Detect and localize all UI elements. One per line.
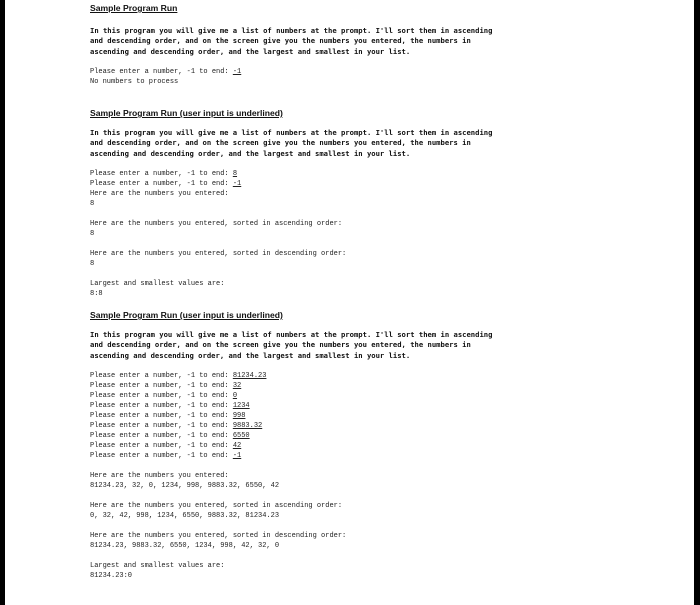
right-edge-bar bbox=[694, 0, 700, 605]
prompt-line bbox=[90, 431, 346, 441]
prompt-line bbox=[90, 179, 346, 189]
prompt-text: Please enter a number, -1 to end: bbox=[90, 392, 233, 400]
prompt-text: Please enter a number, -1 to end: bbox=[90, 452, 233, 460]
intro-line: In this program you will give me a list of numbers at the prompt. I'll sort them in ascending bbox=[90, 330, 493, 339]
intro-line: In this program you will give me a list of numbers at the prompt. I'll sort them in ascending bbox=[90, 128, 493, 137]
section3-intro bbox=[90, 330, 610, 361]
intro-line: ascending and descending order, and the largest and smallest in your list. bbox=[90, 148, 411, 158]
intro-line: and descending order, and on the screen give you the numbers you entered, the numbers in bbox=[90, 36, 471, 46]
section1-intro bbox=[90, 26, 610, 57]
prompt-line bbox=[90, 451, 346, 461]
prompt-line bbox=[90, 421, 346, 431]
no-numbers-text: No numbers to process bbox=[90, 78, 179, 86]
minmax-values: 81234.23:0 bbox=[90, 572, 133, 580]
intro-line: and descending order, and on the screen give you the numbers you entered, the numbers in bbox=[90, 138, 471, 148]
user-input: 42 bbox=[232, 442, 242, 450]
section3-io bbox=[90, 371, 346, 581]
user-input: -1 bbox=[232, 452, 242, 460]
user-input: 81234.23 bbox=[232, 372, 267, 380]
section1-heading: Sample Program Run bbox=[90, 3, 178, 13]
prompt-line bbox=[90, 401, 346, 411]
ascending-values: 0, 32, 42, 998, 1234, 6550, 9883.32, 81234.23 bbox=[90, 512, 280, 520]
prompt-text: Please enter a number, -1 to end: bbox=[90, 68, 233, 76]
prompt-text: Please enter a number, -1 to end: bbox=[90, 382, 233, 390]
prompt-line bbox=[90, 391, 346, 401]
descending-values: 81234.23, 9883.32, 6550, 1234, 998, 42, 32, 0 bbox=[90, 542, 280, 550]
user-input: 0 bbox=[232, 392, 238, 400]
section3-heading: Sample Program Run (user input is underlined) bbox=[90, 310, 283, 320]
ascending-label: Here are the numbers you entered, sorted in ascending order: bbox=[90, 220, 343, 228]
minmax-label: Largest and smallest values are: bbox=[90, 280, 225, 288]
prompt-line bbox=[90, 381, 346, 391]
left-edge-bar bbox=[0, 0, 5, 605]
entered-label: Here are the numbers you entered: bbox=[90, 472, 229, 480]
entered-label: Here are the numbers you entered: bbox=[90, 190, 229, 198]
prompt-text: Please enter a number, -1 to end: bbox=[90, 170, 233, 178]
prompt-line bbox=[90, 411, 346, 421]
prompt-line bbox=[90, 441, 346, 451]
prompt-text: Please enter a number, -1 to end: bbox=[90, 372, 233, 380]
descending-label: Here are the numbers you entered, sorted in descending order: bbox=[90, 532, 347, 540]
user-input: -1 bbox=[232, 68, 242, 76]
ascending-values: 8 bbox=[90, 230, 95, 238]
section2-intro bbox=[90, 128, 610, 159]
entered-values: 81234.23, 32, 0, 1234, 998, 9883.32, 6550, 42 bbox=[90, 482, 280, 490]
intro-line: In this program you will give me a list of numbers at the prompt. I'll sort them in ascending bbox=[90, 26, 493, 35]
prompt-line bbox=[90, 67, 241, 77]
prompt-text: Please enter a number, -1 to end: bbox=[90, 442, 233, 450]
minmax-values: 8:8 bbox=[90, 290, 103, 298]
prompt-line bbox=[90, 371, 346, 381]
section2-io bbox=[90, 169, 346, 299]
user-input: 8 bbox=[232, 170, 238, 178]
user-input: -1 bbox=[232, 180, 242, 188]
descending-values: 8 bbox=[90, 260, 95, 268]
prompt-text: Please enter a number, -1 to end: bbox=[90, 412, 233, 420]
user-input: 998 bbox=[232, 412, 246, 420]
entered-values: 8 bbox=[90, 200, 95, 208]
user-input: 9883.32 bbox=[232, 422, 263, 430]
user-input: 1234 bbox=[232, 402, 250, 410]
prompt-text: Please enter a number, -1 to end: bbox=[90, 432, 233, 440]
user-input: 6550 bbox=[232, 432, 250, 440]
prompt-text: Please enter a number, -1 to end: bbox=[90, 422, 233, 430]
user-input: 32 bbox=[232, 382, 242, 390]
intro-line: ascending and descending order, and the largest and smallest in your list. bbox=[90, 46, 411, 56]
document-page bbox=[90, 0, 610, 605]
minmax-label: Largest and smallest values are: bbox=[90, 562, 225, 570]
prompt-text: Please enter a number, -1 to end: bbox=[90, 402, 233, 410]
ascending-label: Here are the numbers you entered, sorted in ascending order: bbox=[90, 502, 343, 510]
descending-label: Here are the numbers you entered, sorted in descending order: bbox=[90, 250, 347, 258]
prompt-line bbox=[90, 169, 346, 179]
intro-line: ascending and descending order, and the largest and smallest in your list. bbox=[90, 350, 411, 360]
prompt-text: Please enter a number, -1 to end: bbox=[90, 180, 233, 188]
intro-line: and descending order, and on the screen give you the numbers you entered, the numbers in bbox=[90, 340, 471, 350]
section1-io bbox=[90, 67, 241, 87]
section2-heading: Sample Program Run (user input is underlined) bbox=[90, 108, 283, 118]
